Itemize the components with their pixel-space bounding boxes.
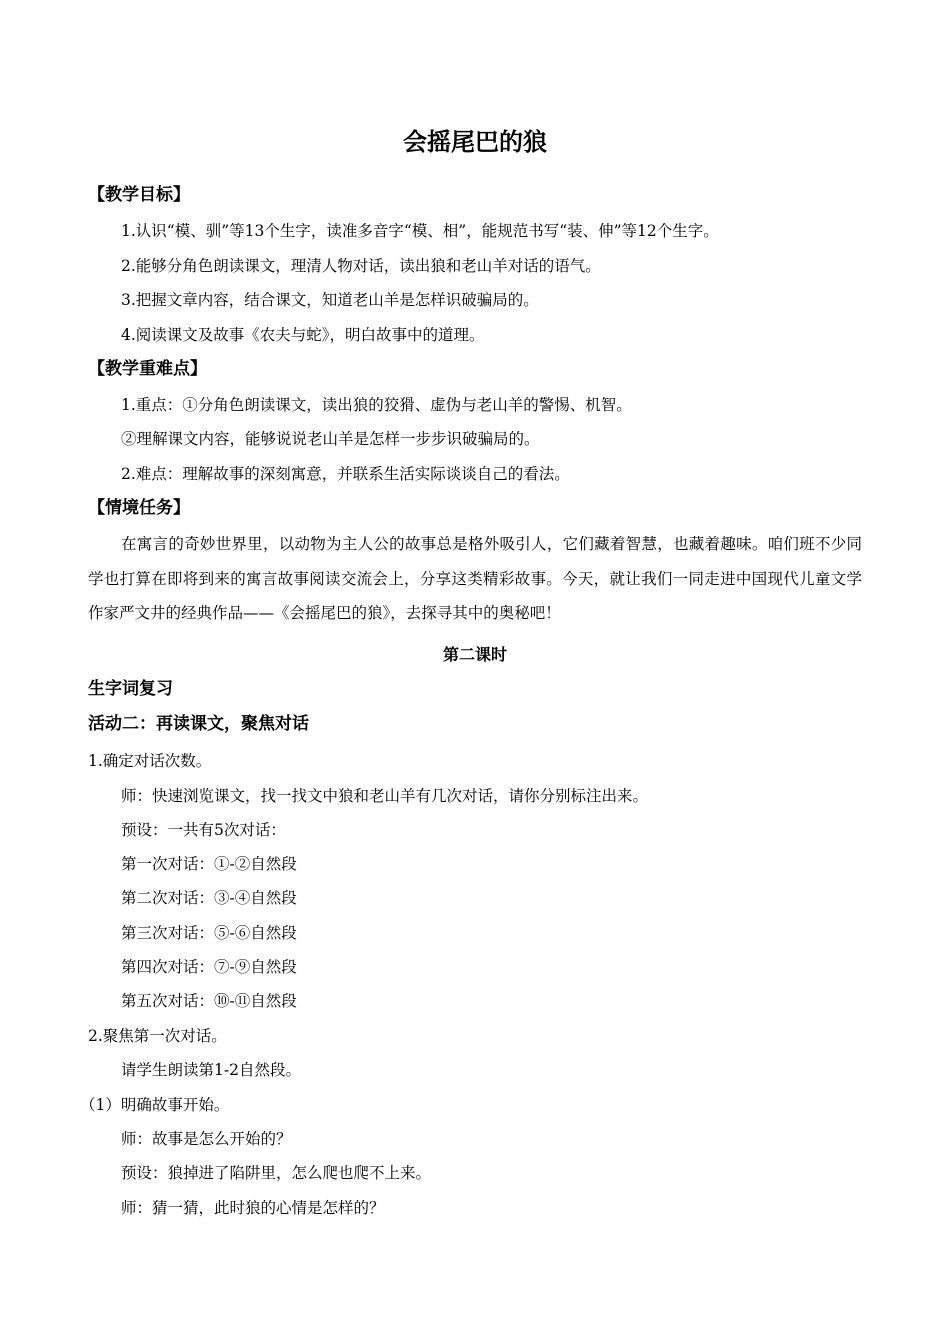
objective-item-3: 3.把握文章内容，结合课文，知道老山羊是怎样识破骗局的。 bbox=[121, 291, 539, 309]
lesson-line-4: 第一次对话：①-②自然段 bbox=[121, 855, 297, 873]
key-points-heading: 【教学重难点】 bbox=[88, 359, 207, 379]
lesson-line-6: 第三次对话：⑤-⑥自然段 bbox=[121, 924, 297, 942]
lesson-line-8: 第五次对话：⑩-⑪自然段 bbox=[121, 992, 297, 1010]
objective-item-1: 1.认识“模、驯”等13个生字，读准多音字“模、相”，能规范书写“装、伸”等12个生字。 bbox=[121, 222, 719, 240]
objective-item-4: 4.阅读课文及故事《农夫与蛇》，明白故事中的道理。 bbox=[121, 326, 485, 344]
lesson-line-13: 预设：狼掉进了陷阱里，怎么爬也爬不上来。 bbox=[121, 1164, 432, 1182]
scenario-heading: 【情境任务】 bbox=[88, 498, 190, 518]
lesson-line-14: 师：猜一猜，此时狼的心情是怎样的？ bbox=[121, 1199, 385, 1217]
lesson-line-9: 2.聚焦第一次对话。 bbox=[88, 1027, 227, 1045]
lesson-line-2: 师：快速浏览课文，找一找文中狼和老山羊有几次对话，请你分别标注出来。 bbox=[121, 787, 649, 805]
document-title: 会摇尾巴的狼 bbox=[403, 128, 547, 156]
key-point-item-1: 1.重点：①分角色朗读课文，读出狼的狡猾、虚伪与老山羊的警惕、机智。 bbox=[121, 396, 632, 414]
objectives-heading: 【教学目标】 bbox=[88, 185, 190, 205]
key-point-item-2: ②理解课文内容，能够说说老山羊是怎样一步步识破骗局的。 bbox=[121, 430, 540, 448]
key-point-item-3: 2.难点：理解故事的深刻寓意，并联系生活实际谈谈自己的看法。 bbox=[121, 465, 570, 483]
session-title: 第二课时 bbox=[442, 645, 507, 664]
lesson-line-3: 预设：一共有5次对话： bbox=[121, 821, 286, 839]
lesson-line-10: 请学生朗读第1-2自然段。 bbox=[121, 1061, 301, 1079]
objective-item-2: 2.能够分角色朗读课文，理清人物对话，读出狼和老山羊对话的语气。 bbox=[121, 257, 601, 275]
lesson-line-5: 第二次对话：③-④自然段 bbox=[121, 889, 297, 907]
activity-heading: 活动二：再读课文，聚焦对话 bbox=[88, 714, 309, 734]
lesson-line-12: 师：故事是怎么开始的？ bbox=[121, 1130, 292, 1148]
lesson-line-11: （1）明确故事开始。 bbox=[80, 1096, 230, 1114]
review-heading: 生字词复习 bbox=[88, 679, 173, 699]
lesson-line-1: 1.确定对话次数。 bbox=[88, 752, 212, 770]
lesson-line-7: 第四次对话：⑦-⑨自然段 bbox=[121, 958, 297, 976]
scenario-paragraph: 在寓言的奇妙世界里，以动物为主人公的故事总是格外吸引人，它们藏着智慧，也藏着趣味。咱们班不少同学也打算在即将到来的寓言故事阅读交流会上，分享这类精彩故事。今天，就让我们一同走进中国现代儿童文学作家严文井的经典作品——《会摇尾巴的狼》，去探寻其中的奥秘吧！ bbox=[88, 535, 862, 622]
